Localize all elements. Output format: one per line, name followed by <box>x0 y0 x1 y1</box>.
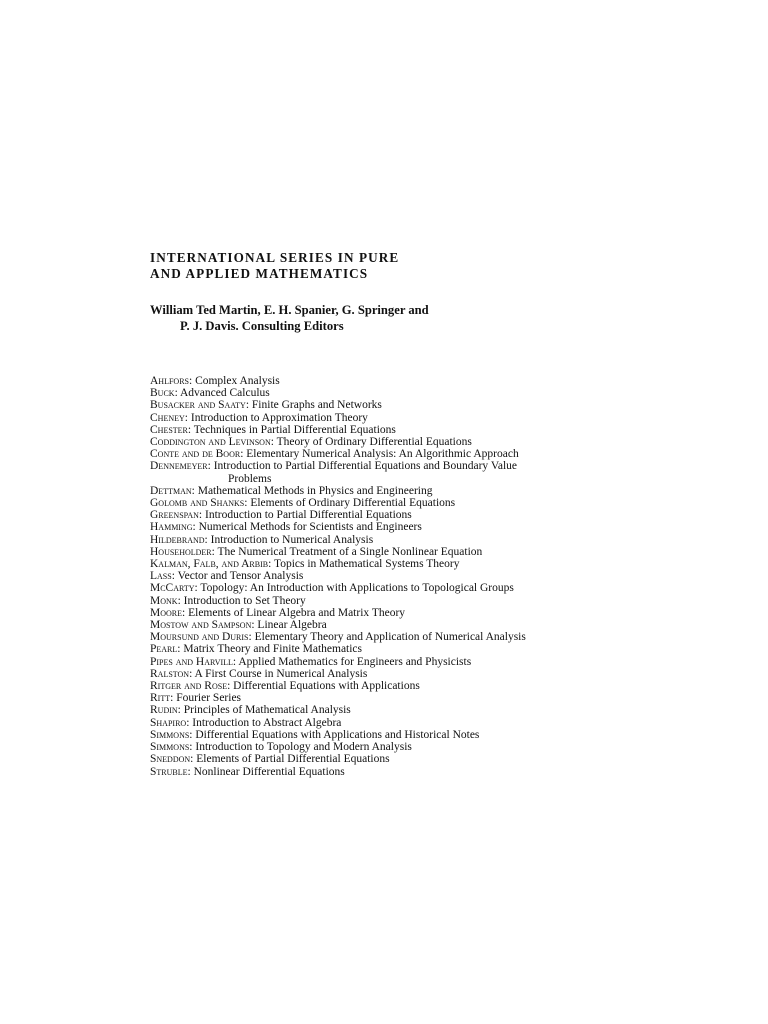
book-author: Shapiro <box>150 716 187 729</box>
book-title: Introduction to Abstract Algebra <box>192 716 342 729</box>
book-author: Lass <box>150 570 172 583</box>
book-title: Introduction to Numerical Analysis <box>210 533 374 546</box>
book-title: Theory of Ordinary Differential Equations <box>276 436 472 449</box>
book-title: Applied Mathematics for Engineers and Physicists <box>238 655 472 668</box>
book-title: The Numerical Treatment of a Single Nonlinear Equation <box>217 545 483 558</box>
list-item <box>150 497 620 509</box>
author-separator: : <box>170 692 177 705</box>
author-separator: : <box>198 509 205 522</box>
author-separator: : <box>192 521 199 534</box>
author-separator: : <box>174 387 180 400</box>
book-author: Dennemeyer <box>150 460 208 473</box>
book-title: Introduction to Approximation Theory <box>190 411 368 424</box>
book-author: Moursund and Duris <box>150 631 249 644</box>
author-separator: : <box>184 411 191 424</box>
book-author: Mostow and Sampson <box>150 619 252 632</box>
author-separator: : <box>194 582 201 595</box>
book-title: Mathematical Methods in Physics and Engineering <box>197 484 433 497</box>
author-separator: : <box>240 448 247 461</box>
consulting-editors <box>150 302 590 334</box>
book-title: A First Course in Numerical Analysis <box>194 667 368 680</box>
list-item <box>150 570 620 582</box>
book-author: Simmons <box>150 728 190 741</box>
author-separator: : <box>232 655 239 668</box>
list-item <box>150 680 620 692</box>
list-item <box>150 753 620 765</box>
list-item <box>150 717 620 729</box>
list-item <box>150 692 620 704</box>
book-author: Simmons <box>150 741 190 754</box>
list-item <box>150 582 620 594</box>
author-separator: : <box>207 460 214 473</box>
author-separator: : <box>189 667 195 680</box>
list-item <box>150 741 620 753</box>
author-separator: : <box>177 704 184 717</box>
series-title-line-2: AND APPLIED MATHEMATICS <box>150 266 369 281</box>
book-title: Advanced Calculus <box>180 387 270 400</box>
book-author: Householder <box>150 545 212 558</box>
book-author: Moore <box>150 606 183 619</box>
book-author: Golomb and Shanks <box>150 497 245 510</box>
book-author: Kalman, Falb, and Arbib <box>150 558 269 571</box>
list-item <box>150 448 620 460</box>
list-item <box>150 436 620 448</box>
book-title: Introduction to Partial Differential Equations <box>205 509 412 522</box>
list-item <box>150 509 620 521</box>
book-author: Ritt <box>150 692 171 705</box>
list-item <box>150 619 620 631</box>
author-separator: : <box>187 423 194 436</box>
list-item <box>150 558 620 570</box>
book-author: Hildebrand <box>150 533 205 546</box>
book-title: Fourier Series <box>176 692 242 705</box>
author-separator: : <box>186 716 193 729</box>
book-title: Elementary Numerical Analysis: An Algorithmic Approach <box>246 448 519 461</box>
book-title: Nonlinear Differential Equations <box>193 765 345 778</box>
author-separator: : <box>244 497 251 510</box>
book-title: Elements of Partial Differential Equations <box>196 753 390 766</box>
list-item <box>150 521 620 533</box>
series-title <box>150 250 570 282</box>
book-title: Elements of Linear Algebra and Matrix Theory <box>188 606 406 619</box>
author-separator: : <box>204 533 211 546</box>
editors-line-1: William Ted Martin, E. H. Spanier, G. Springer and <box>150 303 429 317</box>
author-separator: : <box>211 545 218 558</box>
author-separator: : <box>177 643 184 656</box>
book-author: McCarty <box>150 582 195 595</box>
book-author: Ralston <box>150 667 190 680</box>
list-item <box>150 534 620 546</box>
book-author: Chester <box>150 423 188 436</box>
book-title: Topology: An Introduction with Applications to Topological Groups <box>200 582 514 595</box>
author-separator: : <box>245 399 252 412</box>
book-title: Introduction to Topology and Modern Analysis <box>195 741 412 754</box>
book-author: Hamming <box>150 521 193 534</box>
list-item <box>150 729 620 741</box>
book-author: Ritger and Rose <box>150 680 228 693</box>
book-author: Dettman <box>150 484 192 497</box>
book-title: Elements of Ordinary Differential Equations <box>250 497 456 510</box>
author-separator: : <box>227 680 234 693</box>
list-item <box>150 375 620 387</box>
list-item <box>150 656 620 668</box>
author-separator: : <box>189 741 196 754</box>
author-separator: : <box>248 631 255 644</box>
list-item <box>150 460 620 484</box>
list-item <box>150 595 620 607</box>
book-author: Rudin <box>150 704 178 717</box>
author-separator: : <box>171 570 178 583</box>
book-author: Pearl <box>150 643 178 656</box>
book-title: Elementary Theory and Application of Numerical Analysis <box>254 631 526 644</box>
book-title: Vector and Tensor Analysis <box>177 570 304 583</box>
editors-line-2: P. J. Davis. Consulting Editors <box>180 319 344 333</box>
book-author: Monk <box>150 594 178 607</box>
author-separator: : <box>191 484 198 497</box>
list-item <box>150 631 620 643</box>
series-title-line-1: INTERNATIONAL SERIES IN PURE <box>150 250 400 265</box>
author-separator: : <box>177 594 184 607</box>
author-separator: : <box>188 375 196 387</box>
author-separator: : <box>190 753 197 766</box>
book-author: Conte and de Boor <box>150 448 241 461</box>
book-title: Differential Equations with Applications and Historical Notes <box>195 728 480 741</box>
list-item <box>150 607 620 619</box>
book-author: Greenspan <box>150 509 199 522</box>
list-item <box>150 399 620 411</box>
book-author: Sneddon <box>150 753 191 766</box>
list-item <box>150 424 620 436</box>
author-separator: : <box>189 728 196 741</box>
book-title: Techniques in Partial Differential Equations <box>193 423 396 436</box>
author-separator: : <box>270 436 277 449</box>
book-title: Principles of Mathematical Analysis <box>183 704 351 717</box>
book-title: Numerical Methods for Scientists and Engineers <box>198 521 422 534</box>
list-item <box>150 412 620 424</box>
list-item <box>150 766 620 778</box>
author-separator: : <box>268 558 274 571</box>
author-separator: : <box>182 606 189 619</box>
book-author: Buck <box>150 387 175 400</box>
book-title: Introduction to Set Theory <box>183 594 306 607</box>
book-author: Coddington and Levinson <box>150 436 271 449</box>
book-title: Introduction to Partial Differential Equations and Boundary Value <box>213 460 518 473</box>
book-title: Topics in Mathematical Systems Theory <box>273 558 460 571</box>
book-title: Matrix Theory and Finite Mathematics <box>183 643 363 656</box>
list-item <box>150 704 620 716</box>
list-item <box>150 546 620 558</box>
list-item <box>150 485 620 497</box>
book-author: Struble <box>150 765 188 778</box>
author-separator: : <box>251 619 258 632</box>
book-title: Complex Analysis <box>195 375 280 387</box>
list-item <box>150 387 620 399</box>
book-title: Linear Algebra <box>257 619 327 632</box>
book-list <box>150 375 620 778</box>
book-author: Ahlfors <box>150 375 189 387</box>
author-separator: : <box>187 765 194 778</box>
book-author: Busacker and Saaty <box>150 399 246 412</box>
book-title-continuation: Problems <box>228 472 272 485</box>
book-author: Pipes and Harvill <box>150 655 233 668</box>
book-author: Cheney <box>150 411 185 424</box>
list-item <box>150 668 620 680</box>
list-item <box>150 643 620 655</box>
book-title: Differential Equations with Applications <box>233 680 420 693</box>
book-title: Finite Graphs and Networks <box>251 399 382 412</box>
